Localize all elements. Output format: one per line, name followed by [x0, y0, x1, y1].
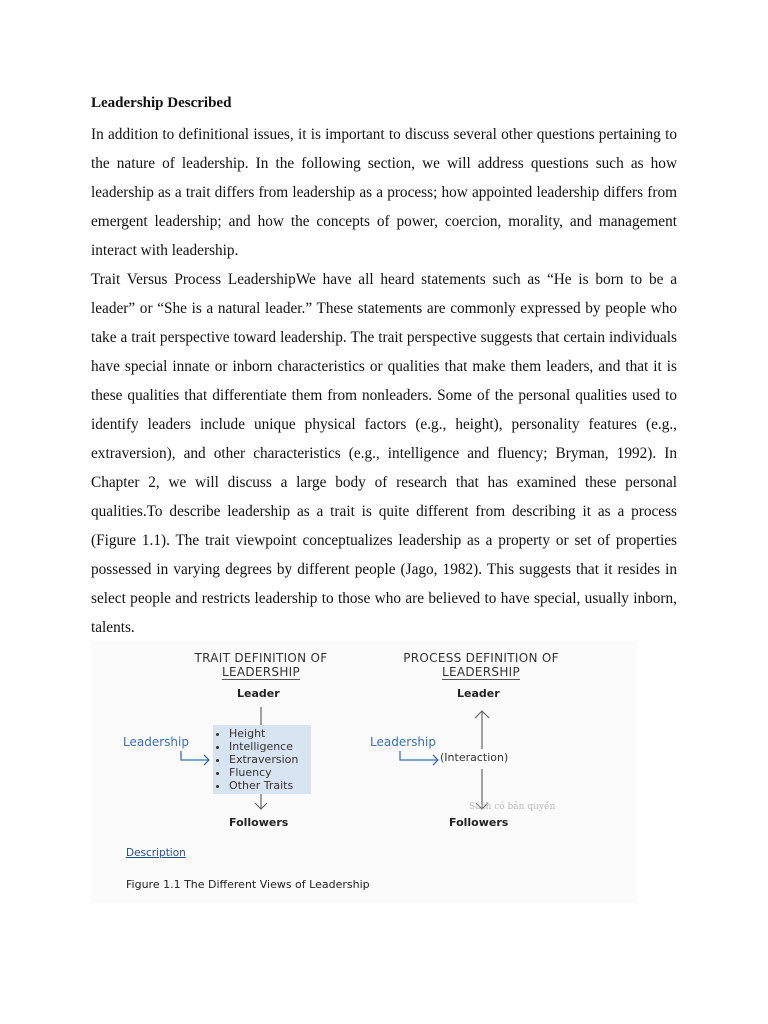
document-body	[91, 92, 677, 642]
process-leader-label: Leader	[457, 687, 500, 700]
figure-caption: Figure 1.1 The Different Views of Leadership	[126, 878, 370, 891]
trait-leadership-label: Leadership	[123, 735, 189, 749]
traits-list	[213, 725, 311, 792]
traits-box	[213, 725, 311, 794]
figure-arrows	[91, 641, 637, 903]
trait-item: • Fluency	[229, 766, 311, 779]
trait-item: • Other Traits	[229, 779, 311, 792]
description-link[interactable]: Description	[126, 847, 186, 859]
trait-definition-title	[175, 651, 347, 679]
process-leadership-label: Leadership	[370, 735, 436, 749]
trait-title-line2: LEADERSHIP	[221, 665, 301, 679]
paragraph-intro: In addition to definitional issues, it is important to discuss several other questions pertaining to the nature of leadership. In the following section, we will address questions such as how leadership as a trait differs from leadership as a process; how appointed leadership differs from emergent leadership; and how the concepts of power, coercion, morality, and management interact with leadership.	[91, 126, 677, 259]
trait-item: • Intelligence	[229, 740, 311, 753]
section-heading: Leadership Described	[91, 95, 232, 111]
paragraph-trait-vs-process: Trait Versus Process LeadershipWe have all heard statements such as “He is born to be a leader” or “She is a natural leader.” These statements are commonly expressed by people who take a trait perspective toward leadership. The trait perspective suggests that certain individuals have special innate or inborn characteristics or qualities that make them leaders, and that it is these qualities that differentiate them from nonleaders. Some of the personal qualities used to identify leaders include unique physical factors (e.g., height), personality features (e.g., extraversion), and other characteristics (e.g., intelligence and fluency; Bryman, 1992). In Chapter 2, we will discuss a large body of research that has examined these personal qualities.To describe leadership as a trait is quite different from describing it as a process (Figure 1.1). The trait viewpoint conceptualizes leadership as a property or set of properties possessed in varying degrees by different people (Jago, 1982). This suggests that it resides in select people and restricts leadership to those who are believed to have special, usually inborn, talents.	[91, 271, 677, 636]
trait-item: • Height	[229, 727, 311, 740]
trait-leader-label: Leader	[237, 687, 280, 700]
interaction-label: (Interaction)	[440, 751, 509, 764]
process-definition-title	[383, 651, 579, 679]
figure-1-1	[91, 641, 637, 903]
process-followers-label: Followers	[449, 816, 509, 829]
watermark: Sách có bản quyền	[469, 802, 556, 812]
process-title-line2: LEADERSHIP	[441, 665, 521, 679]
trait-item: • Extraversion	[229, 753, 311, 766]
process-title-line1: PROCESS DEFINITION OF	[403, 651, 559, 665]
trait-title-line1: TRAIT DEFINITION OF	[194, 651, 328, 665]
trait-followers-label: Followers	[229, 816, 289, 829]
